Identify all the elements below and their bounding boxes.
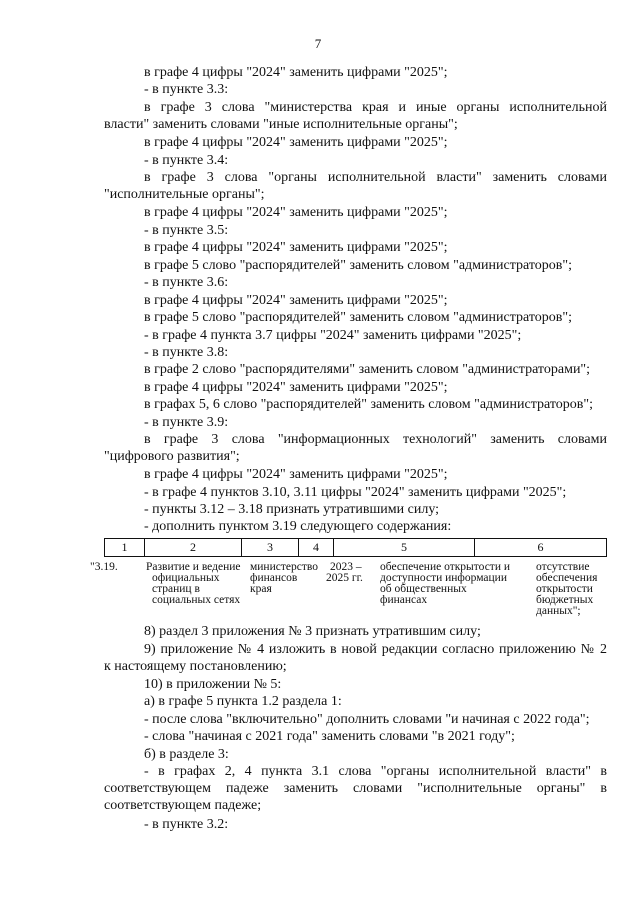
text-line: б) в разделе 3: bbox=[144, 747, 229, 762]
column-number: 5 bbox=[334, 539, 475, 557]
cell-line: финансах bbox=[380, 594, 428, 606]
cell-period bbox=[326, 561, 374, 584]
text-line: в графе 3 слова "органы исполнительной власти" заменить словами bbox=[144, 170, 607, 185]
text-line: 8) раздел 3 приложения № 3 признать утратившим силу; bbox=[144, 624, 481, 639]
text-line: 10) в приложении № 5: bbox=[144, 677, 282, 692]
text-line: - в пункте 3.2: bbox=[144, 817, 229, 832]
text-line: - в графе 4 пункта 3.7 цифры "2024" заменить цифрами "2025"; bbox=[144, 328, 522, 343]
cell-line: данных"; bbox=[536, 605, 581, 617]
cell-line: финансов bbox=[250, 572, 298, 584]
text-line: в графе 4 цифры "2024" заменить цифрами "2025"; bbox=[144, 135, 448, 150]
text-line: - слова "начиная с 2021 года" заменить словами "в 2021 году"; bbox=[144, 729, 515, 744]
cell-line: открытости bbox=[536, 583, 593, 595]
text-line: - после слова "включительно" дополнить словами "и начиная с 2022 года"; bbox=[144, 712, 590, 727]
cell-line: социальных сетях bbox=[152, 594, 241, 606]
text-line: - в графах 2, 4 пункта 3.1 слова "органы исполнительной власти" в bbox=[144, 764, 607, 779]
cell-line: бюджетных bbox=[536, 594, 594, 606]
text-line: в графе 4 цифры "2024" заменить цифрами "2025"; bbox=[144, 293, 448, 308]
text-line: 9) приложение № 4 изложить в новой редакции согласно приложению № 2 bbox=[144, 642, 607, 657]
text-line: в графах 5, 6 слово "распорядителей" заменить словом "администраторов"; bbox=[144, 397, 593, 412]
text-line: к настоящему постановлению; bbox=[104, 659, 287, 674]
cell-line: доступности информации bbox=[380, 572, 507, 584]
cell-line: Развитие и ведение bbox=[146, 561, 241, 573]
text-line: - в пункте 3.4: bbox=[144, 153, 229, 168]
text-line: власти" заменить словами "иные исполнительные органы"; bbox=[104, 117, 458, 132]
cell-line: официальных bbox=[152, 572, 220, 584]
text-line: в графе 4 цифры "2024" заменить цифрами "2025"; bbox=[144, 467, 448, 482]
text-line: в графе 4 цифры "2024" заменить цифрами "2025"; bbox=[144, 380, 448, 395]
text-line: - в пункте 3.3: bbox=[144, 82, 229, 97]
text-line: - в графе 4 пунктов 3.10, 3.11 цифры "2024" заменить цифрами "2025"; bbox=[144, 485, 567, 500]
text-line: в графе 5 слово "распорядителей" заменить словом "администраторов"; bbox=[144, 258, 572, 273]
cell-activity bbox=[146, 562, 246, 606]
text-line: "исполнительные органы"; bbox=[104, 187, 265, 202]
row-number: "3.19. bbox=[90, 561, 118, 573]
text-paragraph bbox=[104, 431, 607, 465]
cell-line: 2025 гг. bbox=[326, 572, 363, 584]
text-line: в графе 4 цифры "2024" заменить цифрами "2025"; bbox=[144, 240, 448, 255]
column-number: 3 bbox=[242, 539, 299, 557]
text-line: в графе 3 слова "информационных технологий" заменить словами bbox=[144, 432, 607, 447]
text-line: - в пункте 3.9: bbox=[144, 415, 229, 430]
text-line: соответствующем падеже заменить словами "исполнительные органы" в bbox=[104, 781, 607, 796]
text-line: а) в графе 5 пункта 1.2 раздела 1: bbox=[144, 694, 342, 709]
text-line: соответствующем падеже; bbox=[104, 798, 262, 813]
cell-line: края bbox=[250, 583, 272, 595]
cell-result bbox=[380, 562, 526, 606]
text-line: "цифрового развития"; bbox=[104, 449, 240, 464]
cell-line: обеспечение открытости и bbox=[380, 561, 511, 573]
cell-line: министерство bbox=[250, 561, 318, 573]
table-row bbox=[105, 539, 607, 557]
text-paragraph bbox=[104, 641, 607, 675]
column-number: 6 bbox=[475, 539, 607, 557]
text-line: - в пункте 3.6: bbox=[144, 275, 229, 290]
text-line: в графе 3 слова "министерства края и иные органы исполнительной bbox=[144, 100, 607, 115]
text-line: - в пункте 3.5: bbox=[144, 223, 229, 238]
column-number: 1 bbox=[105, 539, 145, 557]
cell-line: обеспечения bbox=[536, 572, 598, 584]
text-line: в графе 4 цифры "2024" заменить цифрами "2025"; bbox=[144, 65, 448, 80]
cell-line: отсутствие bbox=[536, 561, 590, 573]
column-number: 2 bbox=[145, 539, 242, 557]
text-paragraph bbox=[104, 99, 607, 133]
text-line: - пункты 3.12 – 3.18 признать утратившими силу; bbox=[144, 502, 440, 517]
text-line: - дополнить пунктом 3.19 следующего содержания: bbox=[144, 519, 452, 534]
column-number: 4 bbox=[299, 539, 334, 557]
cell-executor bbox=[250, 561, 318, 595]
text-paragraph bbox=[104, 763, 607, 814]
cell-consequence bbox=[536, 562, 608, 617]
cell-line: 2023 – bbox=[330, 561, 362, 573]
column-number-table bbox=[104, 538, 607, 557]
text-line: в графе 4 цифры "2024" заменить цифрами "2025"; bbox=[144, 205, 448, 220]
text-paragraph bbox=[104, 169, 607, 203]
text-line: в графе 2 слово "распорядителями" заменить словом "администраторами"; bbox=[144, 362, 591, 377]
text-line: - в пункте 3.8: bbox=[144, 345, 229, 360]
page-number: 7 bbox=[314, 36, 322, 51]
text-line: в графе 5 слово "распорядителей" заменить словом "администраторов"; bbox=[144, 310, 572, 325]
cell-line: об общественных bbox=[380, 583, 467, 595]
cell-line: страниц в bbox=[152, 583, 200, 595]
